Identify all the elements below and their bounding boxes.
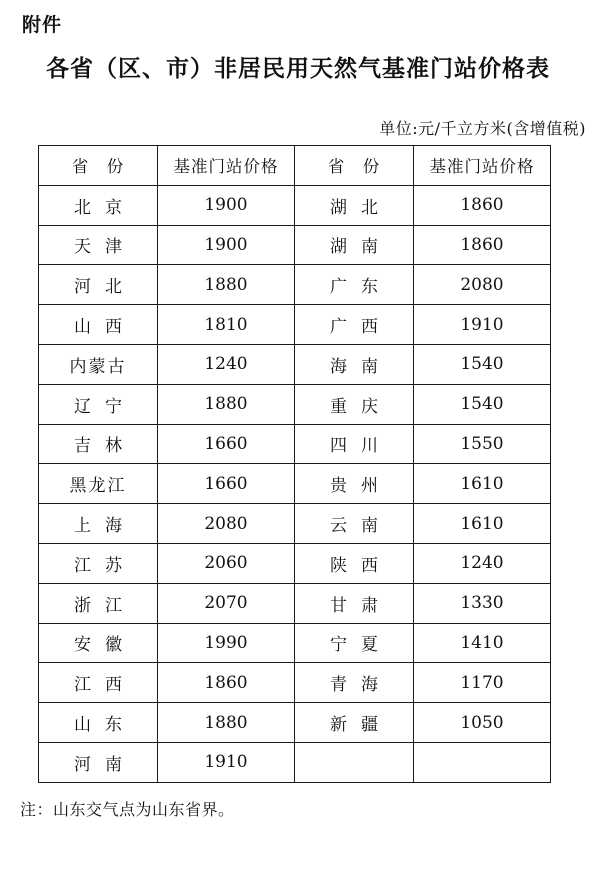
left-price-cell: 1660: [158, 424, 295, 464]
right-price-cell: 2080: [414, 265, 551, 305]
header-right-province: 省 份: [295, 146, 414, 186]
right-price-cell: 1550: [414, 424, 551, 464]
table-row: [39, 663, 551, 703]
left-price-cell: 1880: [158, 384, 295, 424]
attachment-label: 附件: [22, 14, 63, 36]
left-province-cell: 河北: [39, 265, 158, 305]
table-row: [39, 464, 551, 504]
left-province-cell: 辽宁: [39, 384, 158, 424]
right-province-cell: 湖南: [295, 225, 414, 265]
price-table: [38, 145, 551, 783]
table-row: [39, 742, 551, 782]
left-price-cell: 1660: [158, 464, 295, 504]
table-body: [39, 185, 551, 782]
right-province-cell: 宁夏: [295, 623, 414, 663]
right-price-cell: 1170: [414, 663, 551, 703]
left-price-cell: 1990: [158, 623, 295, 663]
right-province-cell: 青海: [295, 663, 414, 703]
left-province-cell: 浙江: [39, 583, 158, 623]
left-price-cell: 1900: [158, 185, 295, 225]
right-province-cell: 重庆: [295, 384, 414, 424]
left-province-cell: 江西: [39, 663, 158, 703]
unit-note: 单位:元/千立方米(含增值税): [379, 119, 586, 138]
left-province-cell: 江苏: [39, 543, 158, 583]
right-price-cell: 1410: [414, 623, 551, 663]
left-price-cell: 1880: [158, 703, 295, 743]
table-row: [39, 265, 551, 305]
right-province-cell: 广西: [295, 305, 414, 345]
left-province-cell: 天津: [39, 225, 158, 265]
table-row: [39, 703, 551, 743]
left-price-cell: 1240: [158, 344, 295, 384]
header-right-price: 基准门站价格: [414, 146, 551, 186]
table-row: [39, 504, 551, 544]
right-province-cell: 四川: [295, 424, 414, 464]
left-province-cell: 山西: [39, 305, 158, 345]
left-price-cell: 1900: [158, 225, 295, 265]
right-price-cell: 1860: [414, 225, 551, 265]
right-province-cell: 海南: [295, 344, 414, 384]
left-province-cell: 吉林: [39, 424, 158, 464]
right-price-cell: 1540: [414, 384, 551, 424]
right-price-cell: 1610: [414, 504, 551, 544]
table-row: [39, 344, 551, 384]
right-province-cell: 云南: [295, 504, 414, 544]
left-province-cell: 北京: [39, 185, 158, 225]
table-row: [39, 225, 551, 265]
right-province-cell: 甘肃: [295, 583, 414, 623]
header-left-price: 基准门站价格: [158, 146, 295, 186]
table-header-row: [39, 146, 551, 186]
right-price-cell: 1910: [414, 305, 551, 345]
right-province-cell: 贵州: [295, 464, 414, 504]
right-price-cell: 1050: [414, 703, 551, 743]
table-row: [39, 185, 551, 225]
left-price-cell: 1880: [158, 265, 295, 305]
left-province-cell: 黑龙江: [39, 464, 158, 504]
left-province-cell: 上海: [39, 504, 158, 544]
right-province-cell: 陕西: [295, 543, 414, 583]
right-price-cell: [414, 742, 551, 782]
left-price-cell: 1810: [158, 305, 295, 345]
table-row: [39, 424, 551, 464]
left-price-cell: 2080: [158, 504, 295, 544]
left-province-cell: 安徽: [39, 623, 158, 663]
right-price-cell: 1610: [414, 464, 551, 504]
right-province-cell: 广东: [295, 265, 414, 305]
left-price-cell: 2060: [158, 543, 295, 583]
left-price-cell: 1910: [158, 742, 295, 782]
right-province-cell: 湖北: [295, 185, 414, 225]
right-price-cell: 1860: [414, 185, 551, 225]
left-price-cell: 2070: [158, 583, 295, 623]
right-price-cell: 1540: [414, 344, 551, 384]
right-price-cell: 1330: [414, 583, 551, 623]
left-province-cell: 河南: [39, 742, 158, 782]
footnote: 注：山东交气点为山东省界。: [20, 800, 235, 819]
table-row: [39, 543, 551, 583]
table-row: [39, 305, 551, 345]
header-left-province: 省 份: [39, 146, 158, 186]
table-row: [39, 583, 551, 623]
right-province-cell: 新疆: [295, 703, 414, 743]
left-price-cell: 1860: [158, 663, 295, 703]
left-province-cell: 内蒙古: [39, 344, 158, 384]
right-price-cell: 1240: [414, 543, 551, 583]
document-title: 各省（区、市）非居民用天然气基准门站价格表: [46, 56, 550, 82]
table-row: [39, 384, 551, 424]
left-province-cell: 山东: [39, 703, 158, 743]
table-row: [39, 623, 551, 663]
right-province-cell: [295, 742, 414, 782]
